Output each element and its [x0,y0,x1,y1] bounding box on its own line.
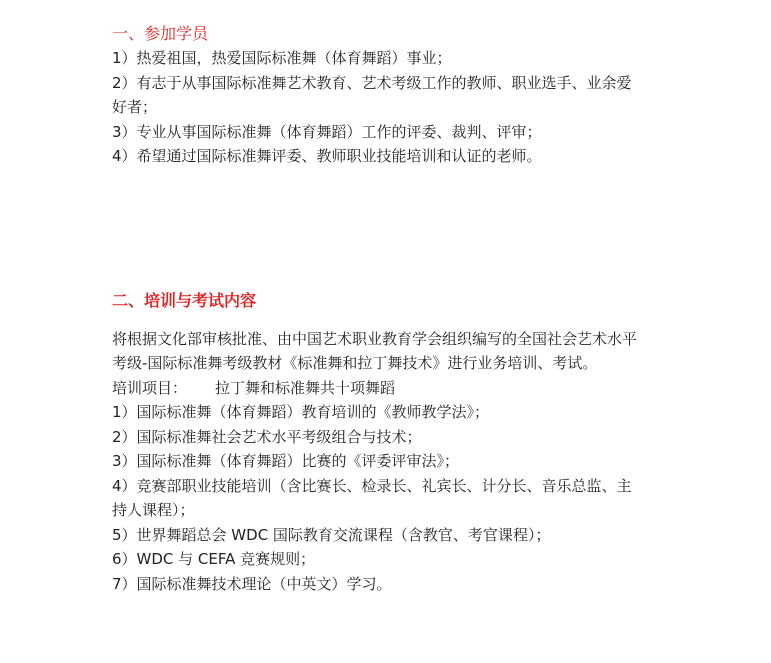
section2-item-4: 4）竞赛部职业技能培训（含比赛长、检录长、礼宾长、计分长、音乐总监、主 [112,476,632,495]
section1-item-1: 1）热爱祖国，热爱国际标准舞（体育舞蹈）事业； [112,49,452,67]
training-project-value: 拉丁舞和标准舞共十项舞蹈 [215,378,396,397]
section2-title: 二、培训与考试内容 [112,290,257,310]
section2-item-4-cont: 持人课程）； [112,501,195,519]
training-project-line [112,376,672,401]
section2-item-7: 7）国际标准舞技术理论（中英文）学习。 [112,574,392,593]
section2-item-5: 5）世界舞蹈总会 WDC 国际教育交流课程（含教官、考官课程）； [112,525,551,544]
section2-item-1: 1）国际标准舞（体育舞蹈）教育培训的《教师教学法》； [112,403,490,421]
section2-intro-line-2: 考级-国际标准舞考级教材《标准舞和拉丁舞技术》进行业务培训、考试。 [112,354,598,372]
blank-space [112,313,672,327]
section2-item-6: 6）WDC 与 CEFA 竞赛规则； [112,550,316,568]
section1-item-2: 2）有志于从事国际标准舞艺术教育、艺术考级工作的教师、职业选手、业余爱 [112,73,632,92]
section2-item-3: 3）国际标准舞（体育舞蹈）比赛的《评委评审法》； [112,452,460,470]
document-body [112,22,672,596]
section1-item-4: 4）希望通过国际标准舞评委、教师职业技能培训和认证的老师。 [112,147,542,165]
section2-item-2: 2）国际标准舞社会艺术水平考级组合与技术； [112,427,422,446]
blank-space [112,169,672,289]
section1-item-2-cont: 好者； [112,98,158,116]
section1-item-3: 3）专业从事国际标准舞（体育舞蹈）工作的评委、裁判、评审； [112,122,542,141]
section1-title: 一、参加学员 [112,24,209,43]
section2-intro-line-1: 将根据文化部审核批准、由中国艺术职业教育学会组织编写的全国社会艺术水平 [112,329,638,348]
training-project-label: 培训项目： [112,378,188,397]
